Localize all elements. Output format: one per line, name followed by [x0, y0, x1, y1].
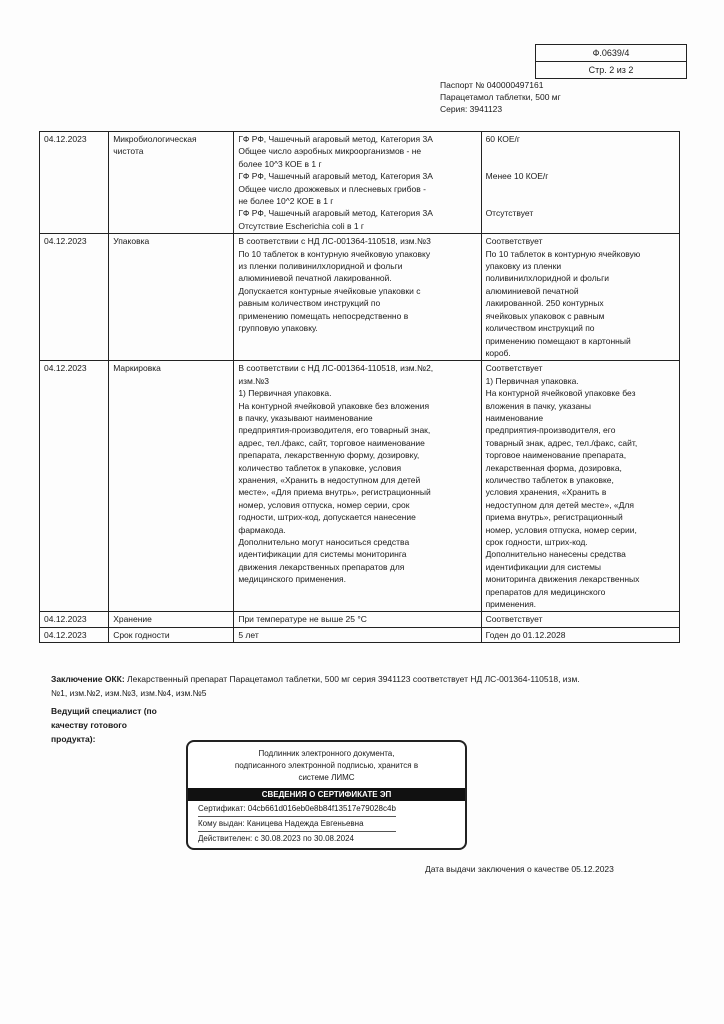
cell-line: 60 КОЕ/г — [485, 134, 520, 144]
cell-line: предприятия-производителя, его товарный знак, — [238, 425, 431, 436]
specialist-line: качеству готового — [51, 720, 127, 730]
cell-line: количество таблеток в упаковке, условия — [238, 462, 402, 473]
cell-line: движения лекарственных препаратов для — [238, 561, 405, 572]
table-row — [40, 361, 680, 612]
cell-line: недоступном для детей месте», «Для — [485, 499, 634, 510]
cell-line: Общее число аэробных микроорганизмов - не — [238, 146, 422, 157]
passport-number: Паспорт № 040000497161 — [440, 80, 544, 90]
form-code: Ф.0639/4 — [592, 48, 630, 58]
series-number: Серия: 3941123 — [440, 104, 503, 114]
cell-line: из пленки поливинилхлоридной и фольги — [238, 261, 403, 272]
stamp-text — [188, 748, 465, 784]
cell-line: По 10 таблеток в контурную ячейковую упаковку — [238, 248, 431, 259]
cell-line: Срок годности — [113, 629, 170, 640]
result-cell — [481, 132, 679, 234]
cell-line: в пачку, указывают наименование — [238, 412, 373, 423]
table-row — [40, 612, 680, 627]
result-cell — [481, 361, 679, 612]
cell-line: упаковку из пленки — [485, 261, 562, 272]
cell-line: групповую упаковку. — [238, 323, 318, 334]
table-row — [40, 234, 680, 361]
cell-line: применению помещают в картонный — [485, 335, 631, 346]
cell-line: При температуре не выше 25 °С — [238, 614, 367, 625]
conclusion-label: Заключение ОКК: — [51, 674, 125, 684]
requirement-cell — [234, 132, 481, 234]
stamp-details — [198, 802, 396, 846]
cell-line: фармакода. — [238, 524, 286, 535]
cell-line: В соответствии с НД ЛС-001364-110518, изм.№2, — [238, 363, 434, 374]
cell-line: вложения в пачку, указаны — [485, 400, 591, 411]
cell-line: срок годности, штрих-код. — [485, 537, 588, 547]
requirement-cell — [234, 627, 481, 642]
cell-line: Соответствует — [485, 236, 543, 247]
cell-line: более 10^3 КОЕ в 1 г — [238, 158, 322, 169]
cell-line: 5 лет — [238, 629, 259, 640]
certificate-owner: Кому выдан: Каницева Надежда Евгеньевна — [198, 816, 396, 831]
cell-line: Дополнительно нанесены средства — [485, 549, 626, 560]
cell-line: Отсутствие Escherichia coli в 1 г — [238, 220, 365, 231]
cell-line: Соответствует — [485, 363, 543, 374]
test-name-cell — [109, 627, 234, 642]
result-cell — [481, 627, 679, 642]
result-cell — [481, 612, 679, 627]
cell-line: На контурной ячейковой упаковке без — [485, 388, 636, 399]
stamp-line: системе ЛИМС — [298, 773, 355, 782]
cell-line: адрес, тел./факс, сайт, торговое наименование — [238, 437, 425, 448]
certificate-id: Сертификат: 04cb661d016eb0e8b84f13517e79028c4b — [198, 804, 396, 813]
cell-line: На контурной ячейковой упаковке без вложения — [238, 400, 430, 411]
cell-line: Маркировка — [113, 363, 161, 374]
cell-line: В соответствии с НД ЛС-001364-110518, изм.№3 — [238, 236, 431, 247]
passport-info — [440, 79, 561, 115]
cell-line: количество таблеток в упаковке, — [485, 474, 614, 485]
cell-line: наименование — [485, 412, 544, 423]
certificate-validity: Действителен: с 30.08.2023 по 30.08.2024 — [198, 831, 396, 846]
cell-line — [486, 195, 675, 207]
e-signature-stamp — [186, 740, 467, 850]
cell-line: идентификации для системы мониторинга — [238, 549, 407, 560]
cell-line: препаратов для медицинского — [485, 586, 606, 597]
table-body — [40, 132, 680, 643]
cell-line: 1) Первичная упаковка. — [485, 375, 579, 386]
cell-line: не более 10^2 КОЕ в 1 г — [238, 196, 334, 207]
cell-line: ГФ РФ, Чашечный агаровый метод, Категория 3А — [238, 134, 433, 144]
cell-line: Допускается контурные ячейковые упаковки с — [238, 285, 421, 296]
cell-line: применения. — [485, 599, 537, 610]
specialist-label — [51, 704, 157, 746]
cell-line: чистота — [113, 146, 144, 157]
cell-line: По 10 таблеток в контурную ячейковую — [485, 248, 641, 259]
stamp-band: СВЕДЕНИЯ О СЕРТИФИКАТЕ ЭП — [188, 788, 465, 801]
test-name-cell — [109, 361, 234, 612]
date-cell: 04.12.2023 — [40, 627, 109, 642]
cell-line: лакированной. 250 контурных — [485, 298, 604, 309]
cell-line: номер, условия отпуска, номер серии, срок — [238, 499, 410, 510]
cell-line — [486, 145, 675, 157]
cell-line: ГФ РФ, Чашечный агаровый метод, Категория 3А — [238, 208, 433, 219]
requirement-cell — [234, 612, 481, 627]
cell-line: Дополнительно могут наноситься средства — [238, 537, 410, 547]
cell-line: Соответствует — [485, 614, 543, 625]
date-cell: 04.12.2023 — [40, 132, 109, 234]
cell-line: мониторинга движения лекарственных — [485, 574, 640, 585]
cell-line: равным количеством инструкций по — [238, 298, 381, 309]
stamp-line: подписанного электронной подписью, хранится в — [234, 761, 419, 770]
cell-line: номер, условия отпуска, номер серии, — [485, 524, 637, 535]
cell-line: хранения, «Хранить в недоступном для детей — [238, 474, 421, 485]
cell-line: Отсутствует — [485, 208, 534, 219]
test-name-cell — [109, 612, 234, 627]
cell-line: Годен до 01.12.2028 — [485, 629, 566, 640]
date-cell: 04.12.2023 — [40, 234, 109, 361]
cell-line: короб. — [485, 347, 511, 358]
cell-line: торговое наименование препарата, — [485, 450, 627, 461]
cell-line: товарный знак, адрес, тел./факс, сайт, — [485, 437, 638, 448]
result-cell — [481, 234, 679, 361]
cell-line: годности, штрих-код, допускается нанесение — [238, 512, 416, 523]
cell-line: Менее 10 КОЕ/г — [485, 171, 549, 182]
specialist-line: Ведущий специалист (по — [51, 706, 157, 716]
cell-line: ячейковых упаковок с равным — [485, 310, 605, 321]
cell-line: применению помещать непосредственно в — [238, 310, 409, 321]
date-cell: 04.12.2023 — [40, 361, 109, 612]
table-row — [40, 132, 680, 234]
stamp-line: Подлинник электронного документа, — [258, 749, 395, 758]
cell-line: ГФ РФ, Чашечный агаровый метод, Категория 3А — [238, 171, 433, 182]
table-row — [40, 627, 680, 642]
requirement-cell — [234, 234, 481, 361]
conclusion-text: Лекарственный препарат Парацетамол таблетки, 500 мг серия 3941123 соответствует НД ЛС-001364-110518, изм.№1, изм.№2, изм.№3, изм.№4, изм.№5 — [51, 674, 580, 698]
conclusion — [51, 672, 581, 700]
test-results-table — [39, 131, 680, 643]
cell-line: препарата, лекарственную форму, дозировку, — [238, 450, 420, 461]
cell-line: количеством инструкций по — [485, 323, 595, 334]
specialist-line: продукта): — [51, 734, 96, 744]
product-name: Парацетамол таблетки, 500 мг — [440, 92, 561, 102]
cell-line — [486, 183, 675, 195]
cell-line: лекарственная форма, дозировка, — [485, 462, 622, 473]
issue-date: Дата выдачи заключения о качестве 05.12.2023 — [425, 864, 614, 874]
cell-line: предприятия-производителя, его — [485, 425, 616, 436]
cell-line: Микробиологическая — [113, 134, 197, 144]
cell-line: условия хранения, «Хранить в — [485, 487, 607, 498]
cell-line: Хранение — [113, 614, 152, 625]
cell-line: изм.№3 — [238, 375, 270, 386]
cell-line: идентификации для системы — [485, 561, 602, 572]
cell-line: месте», «Для приема внутрь», регистрационный — [238, 487, 431, 498]
test-name-cell — [109, 234, 234, 361]
cell-line: алюминиевой печатной — [485, 285, 579, 296]
cell-line: Упаковка — [113, 236, 150, 247]
date-cell: 04.12.2023 — [40, 612, 109, 627]
cell-line: 1) Первичная упаковка. — [238, 388, 332, 399]
cell-line: приема внутрь», регистрационный — [485, 512, 623, 523]
cell-line: медицинского применения. — [238, 574, 347, 585]
requirement-cell — [234, 361, 481, 612]
test-name-cell — [109, 132, 234, 234]
cell-line — [486, 158, 675, 170]
form-code-box — [535, 44, 687, 79]
cell-line: алюминиевой печатной лакированной. — [238, 273, 392, 284]
page-number: Стр. 2 из 2 — [536, 61, 686, 78]
cell-line: поливинилхлоридной и фольги — [485, 273, 609, 284]
cell-line: Общее число дрожжевых и плесневых грибов - — [238, 183, 426, 194]
